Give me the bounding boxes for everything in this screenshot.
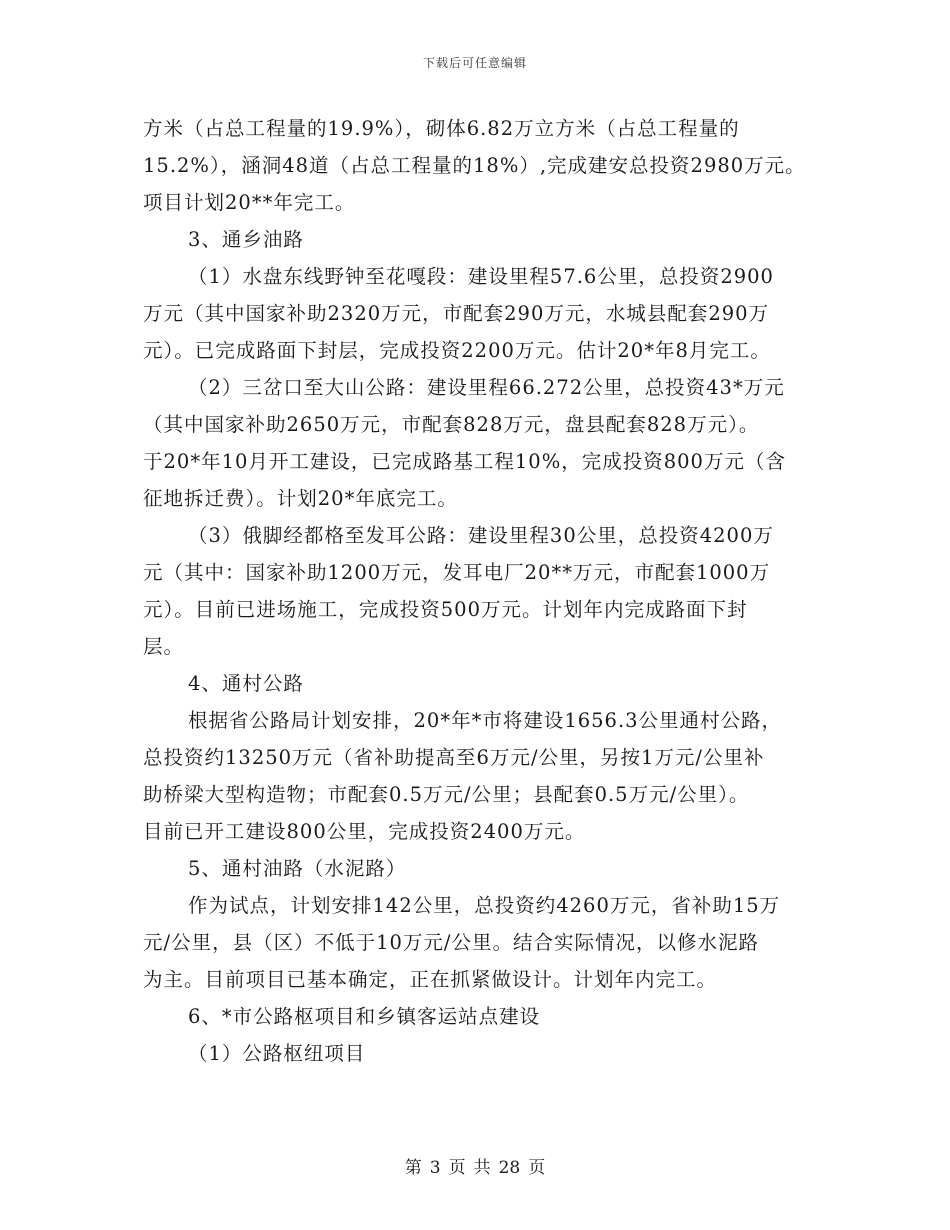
body-line: （1）水盘东线野钟至花嘎段：建设里程57.6公里，总投资2900 — [188, 265, 774, 288]
section-heading-3: 3、通乡油路 — [188, 228, 304, 251]
body-line: 根据省公路局计划安排，20*年*市将建设1656.3公里通村公路， — [188, 709, 783, 732]
body-line: （2）三岔口至大山公路：建设里程66.272公里，总投资43*万元 — [188, 376, 785, 399]
body-line: 于20*年10月开工建设，已完成路基工程10%，完成投资800万元（含 — [143, 450, 786, 473]
footer-prefix: 第 — [404, 1158, 422, 1178]
body-line: 元）。已完成路面下封层，完成投资2200万元。估计20*年8月完工。 — [143, 339, 771, 362]
section-heading-4: 4、通村公路 — [188, 672, 304, 695]
body-line: 为主。目前项目已基本确定，正在抓紧做设计。计划年内完工。 — [143, 968, 718, 991]
body-line: 总投资约13250万元（省补助提高至6万元/公里，另按1万元/公里补 — [143, 746, 765, 769]
body-line: 万元（其中国家补助2320万元，市配套290万元，水城县配套290万 — [143, 302, 770, 325]
document-body — [143, 110, 823, 1072]
section-heading-5: 5、通村油路（水泥路） — [188, 857, 407, 880]
body-line: 层。 — [143, 635, 185, 658]
body-line: 15.2%），涵洞48道（占总工程量的18%）,完成建安总投资2980万元。 — [143, 154, 806, 177]
section-heading-6: 6、*市公路枢项目和乡镇客运站点建设 — [188, 1005, 541, 1028]
subsection-heading: （1）公路枢纽项目 — [188, 1042, 366, 1065]
footer-total-prefix: 共 — [473, 1158, 491, 1178]
page-header-note: 下载后可任意编辑 — [422, 56, 527, 70]
body-line: 征地拆迁费）。计划20*年底完工。 — [143, 487, 458, 510]
body-line: 元）。目前已进场施工，完成投资500万元。计划年内完成路面下封 — [143, 598, 748, 621]
footer-total-pages: 28 — [498, 1158, 521, 1178]
footer-page-number: 3 — [429, 1158, 441, 1178]
body-line: 作为试点，计划安排142公里，总投资约4260万元，省补助15万 — [188, 894, 781, 917]
footer-page-label: 页 — [448, 1158, 466, 1178]
body-line: （3）俄脚经都格至发耳公路：建设里程30公里，总投资4200万 — [188, 524, 774, 547]
footer-suffix: 页 — [528, 1158, 546, 1178]
body-line: 项目计划20**年完工。 — [143, 191, 356, 214]
body-line: 元（其中：国家补助1200万元，发耳电厂20**万元，市配套1000万 — [143, 561, 771, 584]
body-line: 元/公里，县（区）不低于10万元/公里。结合实际情况，以修水泥路 — [143, 931, 759, 954]
body-line: 助桥梁大型构造物；市配套0.5万元/公里；县配套0.5万元/公里）。 — [143, 783, 750, 806]
body-line: （其中国家补助2650万元，市配套828万元，盘县配套828万元）。 — [143, 413, 760, 436]
body-line: 目前已开工建设800公里，完成投资2400万元。 — [143, 820, 586, 843]
body-line: 方米（占总工程量的19.9%），砌体6.82万立方米（占总工程量的 — [143, 117, 740, 140]
page-footer — [0, 1153, 950, 1178]
